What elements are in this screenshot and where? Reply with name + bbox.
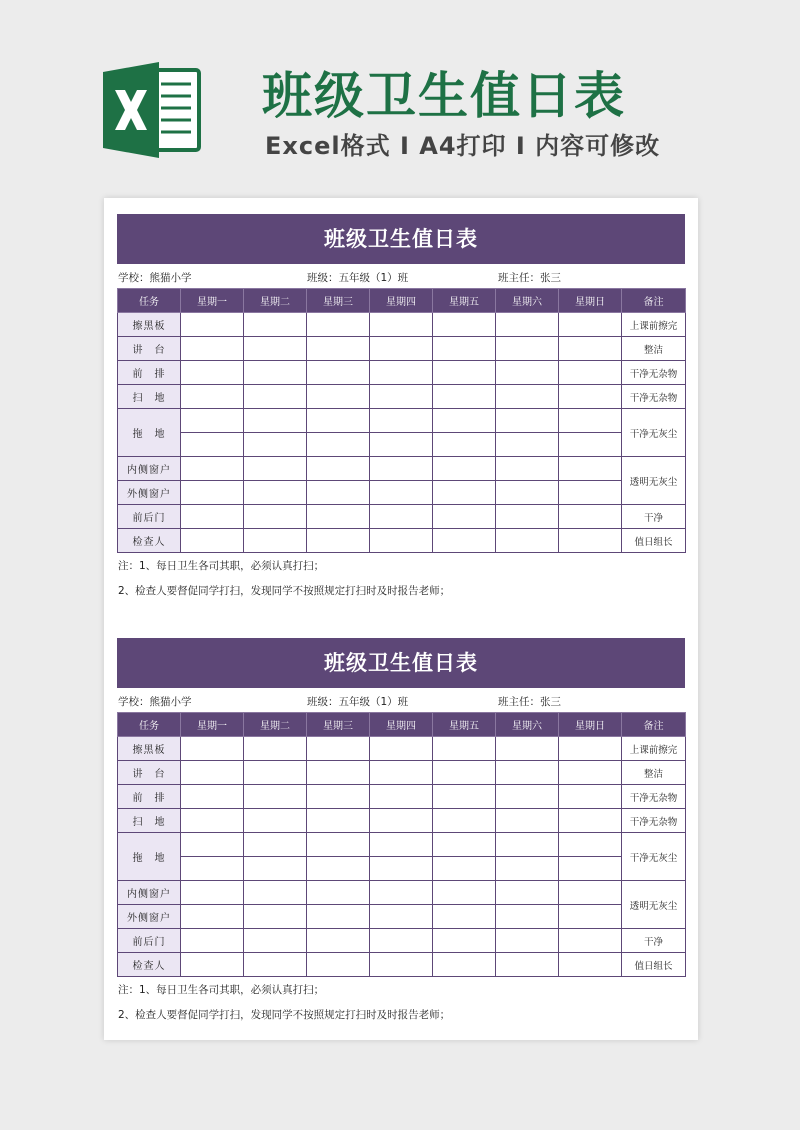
- table-row: [118, 929, 686, 953]
- table-row: [118, 833, 686, 857]
- duty-cell[interactable]: [370, 905, 433, 929]
- remark-cell: 干净无杂物: [622, 785, 686, 809]
- duty-cell[interactable]: [181, 529, 244, 553]
- duty-cell[interactable]: [181, 785, 244, 809]
- duty-cell[interactable]: [433, 881, 496, 905]
- header-monday: 星期一: [181, 713, 244, 737]
- duty-cell[interactable]: [496, 953, 559, 977]
- duty-table: [117, 288, 686, 553]
- duty-cell[interactable]: [244, 881, 307, 905]
- duty-cell[interactable]: [181, 433, 244, 457]
- duty-cell[interactable]: [433, 409, 496, 433]
- table-row: [118, 881, 686, 905]
- duty-cell[interactable]: [496, 761, 559, 785]
- duty-cell[interactable]: [181, 929, 244, 953]
- duty-cell[interactable]: [370, 481, 433, 505]
- header-tuesday: 星期二: [244, 713, 307, 737]
- header-sunday: 星期日: [559, 713, 622, 737]
- remark-cell: 干净无灰尘: [622, 409, 686, 457]
- header-task: 任务: [118, 713, 181, 737]
- duty-cell[interactable]: [181, 337, 244, 361]
- duty-cell[interactable]: [496, 833, 559, 857]
- teacher-label: 班主任：张三: [498, 696, 561, 708]
- duty-cell[interactable]: [496, 361, 559, 385]
- duty-cell[interactable]: [559, 761, 622, 785]
- duty-cell[interactable]: [370, 529, 433, 553]
- duty-cell[interactable]: [433, 737, 496, 761]
- table-row: [118, 385, 686, 409]
- duty-cell[interactable]: [370, 857, 433, 881]
- duty-cell[interactable]: [559, 857, 622, 881]
- duty-cell[interactable]: [307, 529, 370, 553]
- duty-cell[interactable]: [181, 385, 244, 409]
- table-row: [118, 737, 686, 761]
- duty-cell[interactable]: [496, 809, 559, 833]
- duty-table: [117, 712, 686, 977]
- duty-cell[interactable]: [496, 905, 559, 929]
- header-wednesday: 星期三: [307, 713, 370, 737]
- table-row: [118, 857, 686, 881]
- duty-cell[interactable]: [496, 337, 559, 361]
- header-task: 任务: [118, 289, 181, 313]
- duty-cell[interactable]: [559, 905, 622, 929]
- duty-cell[interactable]: [433, 905, 496, 929]
- duty-cell[interactable]: [307, 953, 370, 977]
- duty-cell[interactable]: [370, 785, 433, 809]
- duty-cell[interactable]: [559, 505, 622, 529]
- task-cell: 前 排: [118, 785, 181, 809]
- duty-cell[interactable]: [496, 857, 559, 881]
- duty-cell[interactable]: [433, 785, 496, 809]
- task-cell: 检查人: [118, 529, 181, 553]
- duty-cell[interactable]: [559, 929, 622, 953]
- notes-block: [117, 977, 685, 1037]
- duty-cell[interactable]: [370, 809, 433, 833]
- duty-cell[interactable]: [181, 737, 244, 761]
- header-monday: 星期一: [181, 289, 244, 313]
- page-subtitle: Excel格式 I A4打印 I 内容可修改: [265, 132, 661, 160]
- header-saturday: 星期六: [496, 289, 559, 313]
- duty-cell[interactable]: [244, 457, 307, 481]
- notes-block: [117, 553, 685, 613]
- note-line: 2、检查人要督促同学打扫，发现同学不按照规定打扫时及时报告老师；: [118, 1009, 451, 1021]
- duty-cell[interactable]: [307, 337, 370, 361]
- header-saturday: 星期六: [496, 713, 559, 737]
- duty-cell[interactable]: [244, 953, 307, 977]
- duty-cell[interactable]: [244, 505, 307, 529]
- duty-cell[interactable]: [496, 481, 559, 505]
- duty-cell[interactable]: [496, 929, 559, 953]
- duty-cell[interactable]: [370, 505, 433, 529]
- remark-cell: 值日组长: [622, 953, 686, 977]
- duty-cell[interactable]: [370, 361, 433, 385]
- table-header-row: [118, 713, 686, 737]
- teacher-label: 班主任：张三: [498, 272, 561, 284]
- duty-cell[interactable]: [433, 929, 496, 953]
- task-cell: 前后门: [118, 929, 181, 953]
- duty-cell[interactable]: [307, 361, 370, 385]
- duty-cell[interactable]: [433, 385, 496, 409]
- duty-cell[interactable]: [559, 433, 622, 457]
- duty-cell[interactable]: [181, 905, 244, 929]
- table-row: [118, 785, 686, 809]
- remark-cell: 整洁: [622, 337, 686, 361]
- table-header-row: [118, 289, 686, 313]
- remark-cell: 干净无灰尘: [622, 833, 686, 881]
- duty-cell[interactable]: [307, 857, 370, 881]
- duty-cell[interactable]: [496, 409, 559, 433]
- duty-cell[interactable]: [433, 481, 496, 505]
- duty-cell[interactable]: [181, 505, 244, 529]
- duty-cell[interactable]: [559, 313, 622, 337]
- header-tuesday: 星期二: [244, 289, 307, 313]
- duty-cell[interactable]: [370, 433, 433, 457]
- duty-sheet-2: [117, 638, 685, 1037]
- table-row: [118, 337, 686, 361]
- duty-cell[interactable]: [433, 505, 496, 529]
- duty-cell[interactable]: [244, 337, 307, 361]
- duty-cell[interactable]: [307, 737, 370, 761]
- duty-cell[interactable]: [244, 761, 307, 785]
- duty-cell[interactable]: [307, 313, 370, 337]
- duty-cell[interactable]: [433, 809, 496, 833]
- duty-cell[interactable]: [370, 953, 433, 977]
- remark-cell: 上课前擦完: [622, 313, 686, 337]
- sheet-title: 班级卫生值日表: [117, 214, 685, 264]
- duty-cell[interactable]: [307, 761, 370, 785]
- page-title: 班级卫生值日表: [262, 67, 626, 125]
- duty-cell[interactable]: [496, 785, 559, 809]
- task-cell: 擦黑板: [118, 737, 181, 761]
- task-cell: 前 排: [118, 361, 181, 385]
- duty-cell[interactable]: [433, 857, 496, 881]
- duty-cell[interactable]: [181, 457, 244, 481]
- excel-icon: [103, 62, 203, 158]
- duty-cell[interactable]: [433, 833, 496, 857]
- duty-cell[interactable]: [433, 433, 496, 457]
- task-cell: 外侧窗户: [118, 481, 181, 505]
- task-cell: 扫 地: [118, 809, 181, 833]
- sheet-info: [117, 264, 685, 288]
- duty-cell[interactable]: [559, 361, 622, 385]
- table-row: [118, 409, 686, 433]
- duty-cell[interactable]: [307, 505, 370, 529]
- duty-cell[interactable]: [244, 361, 307, 385]
- remark-cell: 干净无杂物: [622, 361, 686, 385]
- task-cell: 讲 台: [118, 337, 181, 361]
- sheet-info: [117, 688, 685, 712]
- remark-cell: 上课前擦完: [622, 737, 686, 761]
- table-row: [118, 481, 686, 505]
- duty-cell[interactable]: [496, 881, 559, 905]
- duty-cell[interactable]: [307, 929, 370, 953]
- duty-cell[interactable]: [244, 905, 307, 929]
- duty-cell[interactable]: [307, 481, 370, 505]
- header-wednesday: 星期三: [307, 289, 370, 313]
- header-remark: 备注: [622, 713, 686, 737]
- duty-cell[interactable]: [559, 385, 622, 409]
- duty-cell[interactable]: [244, 929, 307, 953]
- duty-cell[interactable]: [181, 313, 244, 337]
- task-cell: 擦黑板: [118, 313, 181, 337]
- duty-cell[interactable]: [559, 409, 622, 433]
- header-friday: 星期五: [433, 713, 496, 737]
- duty-cell[interactable]: [559, 529, 622, 553]
- table-row: [118, 953, 686, 977]
- remark-cell: 透明无灰尘: [622, 881, 686, 929]
- duty-cell[interactable]: [307, 433, 370, 457]
- duty-cell[interactable]: [433, 529, 496, 553]
- class-label: 班级：五年级（1）班: [307, 696, 409, 708]
- duty-cell[interactable]: [370, 761, 433, 785]
- remark-cell: 干净: [622, 505, 686, 529]
- header-thursday: 星期四: [370, 289, 433, 313]
- header-sunday: 星期日: [559, 289, 622, 313]
- duty-cell[interactable]: [496, 457, 559, 481]
- table-row: [118, 457, 686, 481]
- duty-cell[interactable]: [181, 857, 244, 881]
- note-line: 注：1、每日卫生各司其职，必须认真打扫；: [118, 984, 325, 996]
- duty-cell[interactable]: [181, 481, 244, 505]
- duty-cell[interactable]: [559, 833, 622, 857]
- remark-cell: 透明无灰尘: [622, 457, 686, 505]
- task-cell: 内侧窗户: [118, 457, 181, 481]
- duty-cell[interactable]: [433, 457, 496, 481]
- task-cell: 内侧窗户: [118, 881, 181, 905]
- remark-cell: 干净: [622, 929, 686, 953]
- task-cell: 检查人: [118, 953, 181, 977]
- duty-cell[interactable]: [433, 361, 496, 385]
- class-label: 班级：五年级（1）班: [307, 272, 409, 284]
- school-label: 学校：熊猫小学: [118, 272, 192, 284]
- duty-cell[interactable]: [307, 905, 370, 929]
- duty-cell[interactable]: [244, 833, 307, 857]
- table-row: [118, 433, 686, 457]
- duty-cell[interactable]: [307, 457, 370, 481]
- duty-cell[interactable]: [370, 881, 433, 905]
- duty-cell[interactable]: [244, 809, 307, 833]
- duty-cell[interactable]: [370, 833, 433, 857]
- duty-cell[interactable]: [370, 457, 433, 481]
- duty-cell[interactable]: [307, 385, 370, 409]
- duty-cell[interactable]: [559, 457, 622, 481]
- duty-cell[interactable]: [244, 313, 307, 337]
- header-remark: 备注: [622, 289, 686, 313]
- duty-cell[interactable]: [559, 785, 622, 809]
- duty-cell[interactable]: [559, 809, 622, 833]
- remark-cell: 值日组长: [622, 529, 686, 553]
- duty-cell[interactable]: [244, 857, 307, 881]
- table-row: [118, 361, 686, 385]
- table-row: [118, 505, 686, 529]
- header-thursday: 星期四: [370, 713, 433, 737]
- duty-cell[interactable]: [370, 409, 433, 433]
- school-label: 学校：熊猫小学: [118, 696, 192, 708]
- duty-cell[interactable]: [181, 833, 244, 857]
- duty-cell[interactable]: [181, 761, 244, 785]
- duty-cell[interactable]: [307, 809, 370, 833]
- duty-cell[interactable]: [559, 481, 622, 505]
- note-line: 2、检查人要督促同学打扫，发现同学不按照规定打扫时及时报告老师；: [118, 585, 451, 597]
- duty-cell[interactable]: [433, 313, 496, 337]
- duty-cell[interactable]: [559, 881, 622, 905]
- remark-cell: 干净无杂物: [622, 385, 686, 409]
- remark-cell: 干净无杂物: [622, 809, 686, 833]
- duty-cell[interactable]: [433, 337, 496, 361]
- duty-cell[interactable]: [181, 361, 244, 385]
- duty-cell[interactable]: [370, 737, 433, 761]
- duty-cell[interactable]: [244, 409, 307, 433]
- task-cell: 拖 地: [118, 409, 181, 457]
- header-friday: 星期五: [433, 289, 496, 313]
- duty-cell[interactable]: [370, 385, 433, 409]
- table-row: [118, 761, 686, 785]
- table-row: [118, 905, 686, 929]
- duty-cell[interactable]: [433, 953, 496, 977]
- duty-cell[interactable]: [181, 809, 244, 833]
- duty-cell[interactable]: [244, 737, 307, 761]
- note-line: 注：1、每日卫生各司其职，必须认真打扫；: [118, 560, 325, 572]
- duty-cell[interactable]: [244, 529, 307, 553]
- duty-cell[interactable]: [244, 433, 307, 457]
- duty-cell[interactable]: [244, 785, 307, 809]
- duty-cell[interactable]: [433, 761, 496, 785]
- task-cell: 拖 地: [118, 833, 181, 881]
- paper-sheet: [104, 198, 698, 1040]
- duty-cell[interactable]: [370, 337, 433, 361]
- table-row: [118, 809, 686, 833]
- duty-cell[interactable]: [370, 929, 433, 953]
- duty-cell[interactable]: [496, 505, 559, 529]
- task-cell: 前后门: [118, 505, 181, 529]
- duty-cell[interactable]: [244, 481, 307, 505]
- duty-cell[interactable]: [496, 385, 559, 409]
- duty-cell[interactable]: [244, 385, 307, 409]
- duty-cell[interactable]: [307, 833, 370, 857]
- table-row: [118, 529, 686, 553]
- duty-cell[interactable]: [181, 881, 244, 905]
- duty-cell[interactable]: [307, 881, 370, 905]
- duty-cell[interactable]: [181, 409, 244, 433]
- duty-cell[interactable]: [559, 337, 622, 361]
- task-cell: 外侧窗户: [118, 905, 181, 929]
- duty-cell[interactable]: [496, 313, 559, 337]
- task-cell: 扫 地: [118, 385, 181, 409]
- remark-cell: 整洁: [622, 761, 686, 785]
- duty-cell[interactable]: [496, 529, 559, 553]
- duty-cell[interactable]: [496, 433, 559, 457]
- duty-cell[interactable]: [496, 737, 559, 761]
- duty-cell[interactable]: [559, 953, 622, 977]
- duty-cell[interactable]: [370, 313, 433, 337]
- duty-cell[interactable]: [307, 409, 370, 433]
- duty-sheet-1: [117, 214, 685, 613]
- page-header: [0, 0, 800, 200]
- duty-cell[interactable]: [559, 737, 622, 761]
- task-cell: 讲 台: [118, 761, 181, 785]
- sheet-title: 班级卫生值日表: [117, 638, 685, 688]
- table-row: [118, 313, 686, 337]
- duty-cell[interactable]: [307, 785, 370, 809]
- duty-cell[interactable]: [181, 953, 244, 977]
